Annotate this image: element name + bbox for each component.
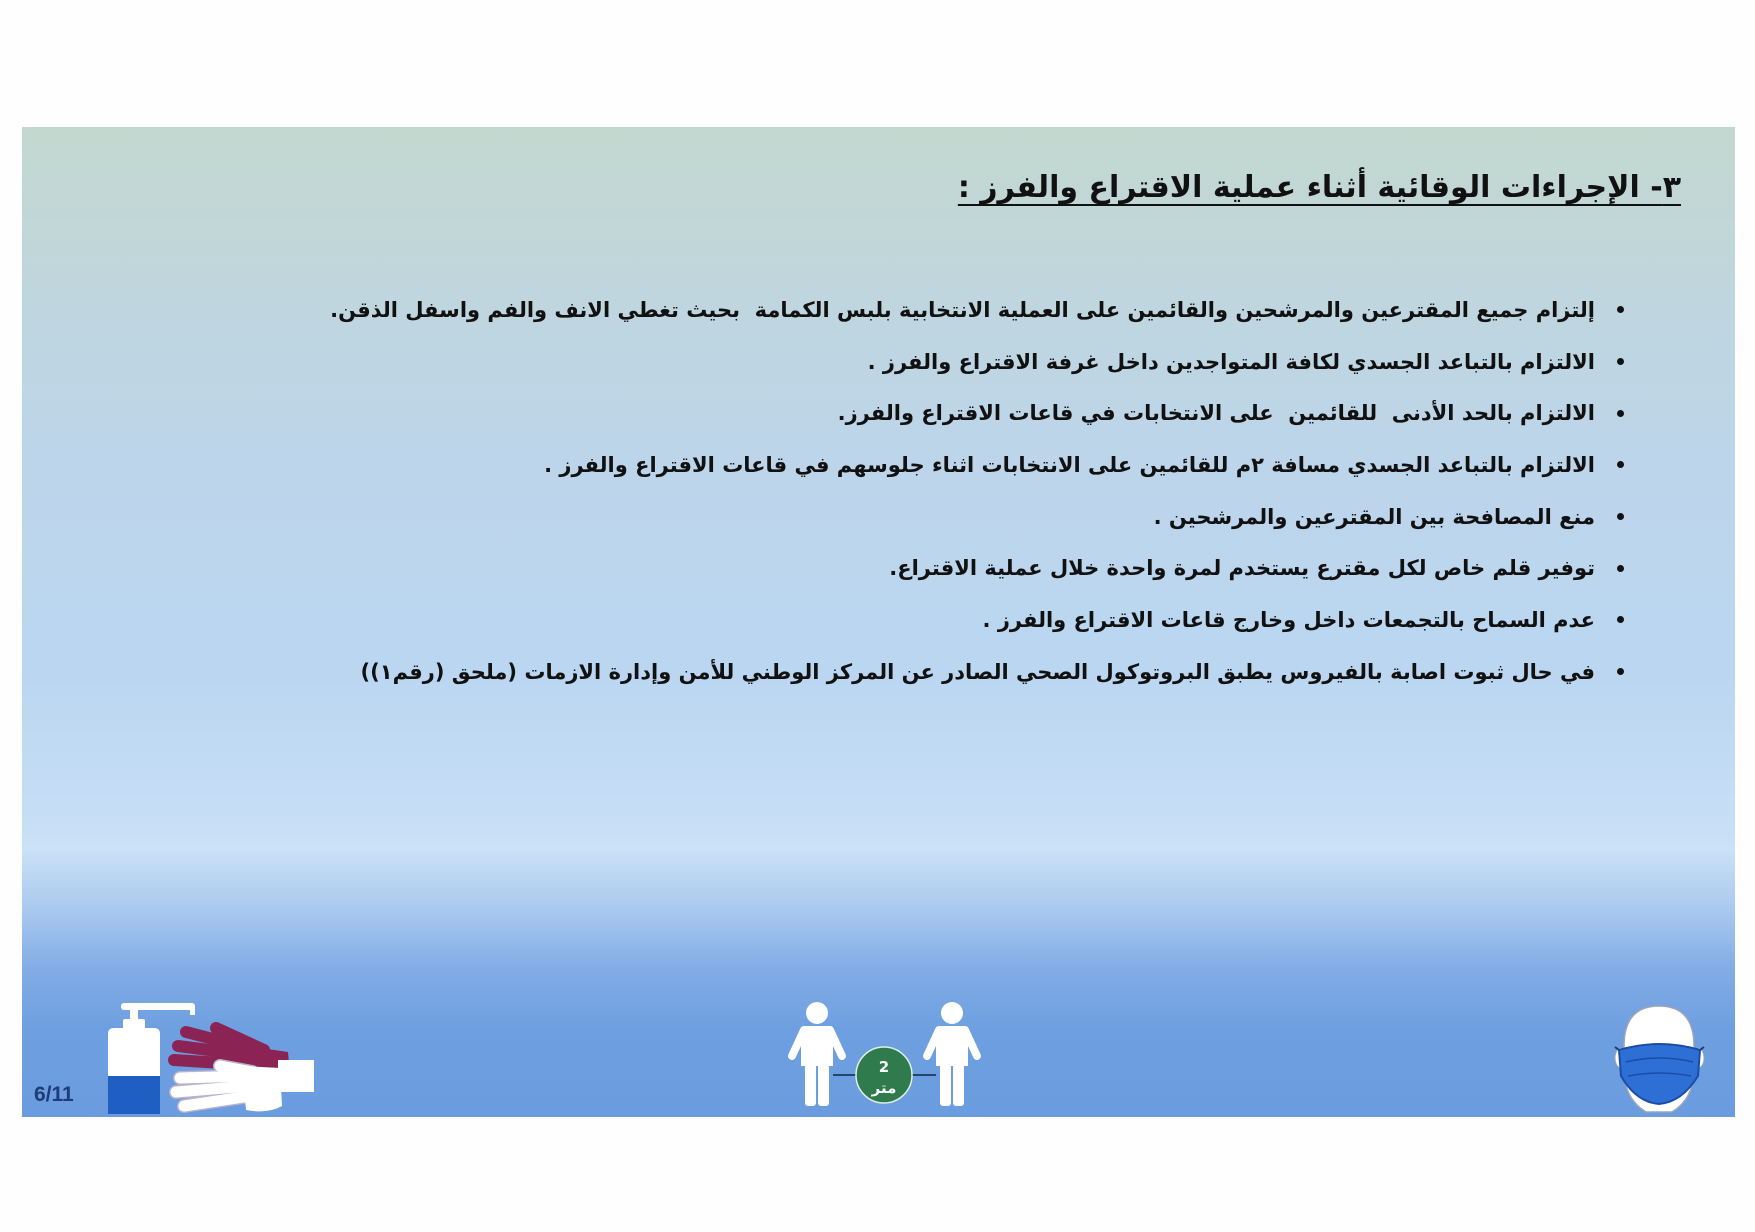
list-item: [64, 542, 1624, 594]
bullet-text: عدم السماح بالتجمعات داخل وخارج قاعات الاقتراع والفرز .: [982, 607, 1595, 632]
hand-washing-icon: [168, 1022, 316, 1116]
bullet-dot: [1617, 461, 1624, 468]
list-item: [64, 284, 1624, 336]
face-mask-icon: [1612, 1002, 1707, 1114]
bullet-text: منع المصافحة بين المقترعين والمرشحين .: [1153, 504, 1595, 529]
bullet-dot: [1617, 616, 1624, 623]
bullet-text: الالتزام بالتباعد الجسدي مسافة ٢م للقائمين على الانتخابات اثناء جلوسهم في قاعات الاقتراع والفرز .: [544, 452, 1595, 477]
hand-cuff: [278, 1060, 314, 1092]
list-item: [64, 336, 1624, 388]
list-item: [64, 491, 1624, 543]
slide: [22, 127, 1735, 1117]
pump-head: [121, 1003, 189, 1010]
list-item: [64, 646, 1624, 698]
list-item: [64, 594, 1624, 646]
page-number: 6/11: [34, 1083, 74, 1106]
section-title: ٣- الإجراءات الوقائية أثناء عملية الاقتراع والفرز :: [957, 170, 1681, 205]
social-distance-icon: [783, 1000, 986, 1110]
bullet-dot: [1617, 410, 1624, 417]
bullet-text: في حال ثبوت اصابة بالفيروس يطبق البروتوكول الصحي الصادر عن المركز الوطني للأمن وإدارة الازمات (ملحق (رقم١)): [360, 659, 1595, 684]
distance-value: 2: [878, 1058, 890, 1076]
bullet-dot: [1617, 668, 1624, 675]
bullet-dot: [1617, 358, 1624, 365]
bottle-collar: [123, 1019, 145, 1029]
person-left: [792, 1002, 842, 1106]
bullet-list: [64, 284, 1624, 698]
list-item: [64, 439, 1624, 491]
list-item: [64, 387, 1624, 439]
bullet-text: الالتزام بالحد الأدنى للقائمين على الانتخابات في قاعات الاقتراع والفرز.: [837, 401, 1595, 426]
bullet-dot: [1617, 306, 1624, 313]
bullet-text: توفير قلم خاص لكل مقترع يستخدم لمرة واحدة خلال عملية الاقتراع.: [889, 556, 1595, 581]
bullet-text: الالتزام بالتباعد الجسدي لكافة المتواجدين داخل غرفة الاقتراع والفرز .: [867, 349, 1595, 374]
bullet-dot: [1617, 565, 1624, 572]
bottle-liquid: [108, 1076, 160, 1114]
pump-nozzle: [184, 1003, 195, 1015]
bullet-text: إلتزام جميع المقترعين والمرشحين والقائمين على العملية الانتخابية بلبس الكمامة بحيث تغطي الانف والفم واسفل الذقن.: [330, 297, 1595, 322]
bullet-dot: [1617, 513, 1624, 520]
distance-unit: متر: [871, 1079, 897, 1097]
person-right: [927, 1002, 977, 1106]
